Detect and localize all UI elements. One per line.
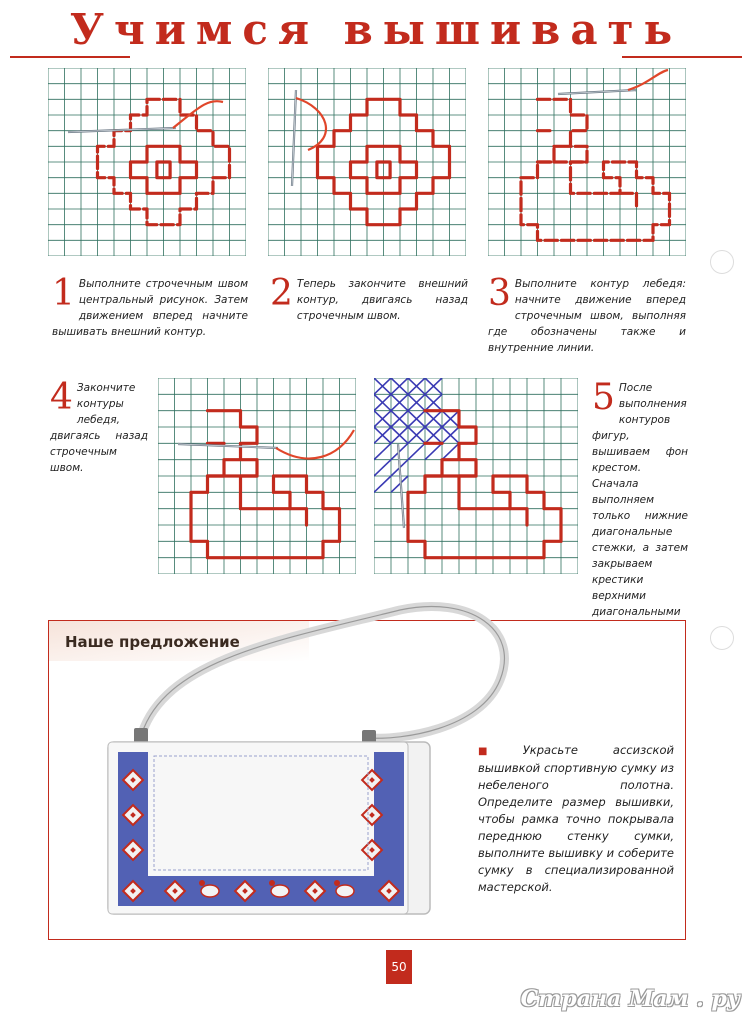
title-rule-left — [10, 56, 130, 58]
title-rule-right — [622, 56, 742, 58]
step-4-body: Закончите контуры лебедя, двигаясь назад строчечным швом. — [50, 382, 148, 474]
step-2-text — [270, 273, 468, 324]
bag-swan — [201, 885, 219, 897]
bag-swan — [336, 885, 354, 897]
step-3-number: 3 — [488, 273, 511, 314]
offer-body: Украсьте ассизской вышивкой спортивную сумку из небеленого полотна. Определите размер вышивки, чтобы рамка точно покрывала переднюю стенку сумки, выполните вышивку и соберите сумку в специализированной мастерской. — [478, 743, 674, 894]
watermark: Страна Мам . ру — [520, 986, 740, 1012]
offer-heading: Наше предложение — [65, 633, 240, 651]
diagram-step-4 — [158, 378, 356, 574]
binder-hole-icon — [710, 250, 734, 274]
step-4-number: 4 — [50, 377, 73, 418]
page-title: Учимся вышивать — [60, 5, 692, 54]
step-4-text — [50, 377, 148, 476]
page-number: 50 — [386, 950, 412, 984]
step-3-body: Выполните контур лебедя: начните движение вперед строчечным швом, выполняя где обозначены также и внутренние линии. — [488, 278, 686, 354]
binder-hole-icon-2 — [710, 626, 734, 650]
step-1-text — [52, 273, 248, 340]
step-3-text — [488, 273, 686, 356]
diagram-step-3 — [488, 68, 686, 256]
step-1-number: 1 — [52, 273, 75, 314]
step-2-body: Теперь закончите внешний контур, двигаясь назад строчечным швом. — [296, 278, 468, 322]
step-5-text — [592, 377, 688, 636]
page-title-bar — [0, 4, 752, 54]
offer-bullet-icon: ■ — [478, 746, 519, 757]
step-2-number: 2 — [270, 273, 293, 314]
diagram-step-2 — [268, 68, 466, 256]
offer-text — [478, 742, 674, 896]
step-5-body: После выполнения контуров фигур, вышиваем фон крестом. Сначала выполняем только нижние диагональные стежки, а затем закрываем крестики верхними диагональными — [592, 382, 688, 618]
bag-strap — [140, 606, 504, 740]
diagram-step-5 — [374, 378, 578, 574]
bag-swan — [271, 885, 289, 897]
bag-illustration — [100, 600, 520, 930]
diagram-step-1 — [48, 68, 246, 256]
step-1-body: Выполните строчечным швом центральный рисунок. Затем движением вперед начните вышивать внешний контур. — [52, 278, 248, 338]
step-5-number: 5 — [592, 377, 615, 418]
